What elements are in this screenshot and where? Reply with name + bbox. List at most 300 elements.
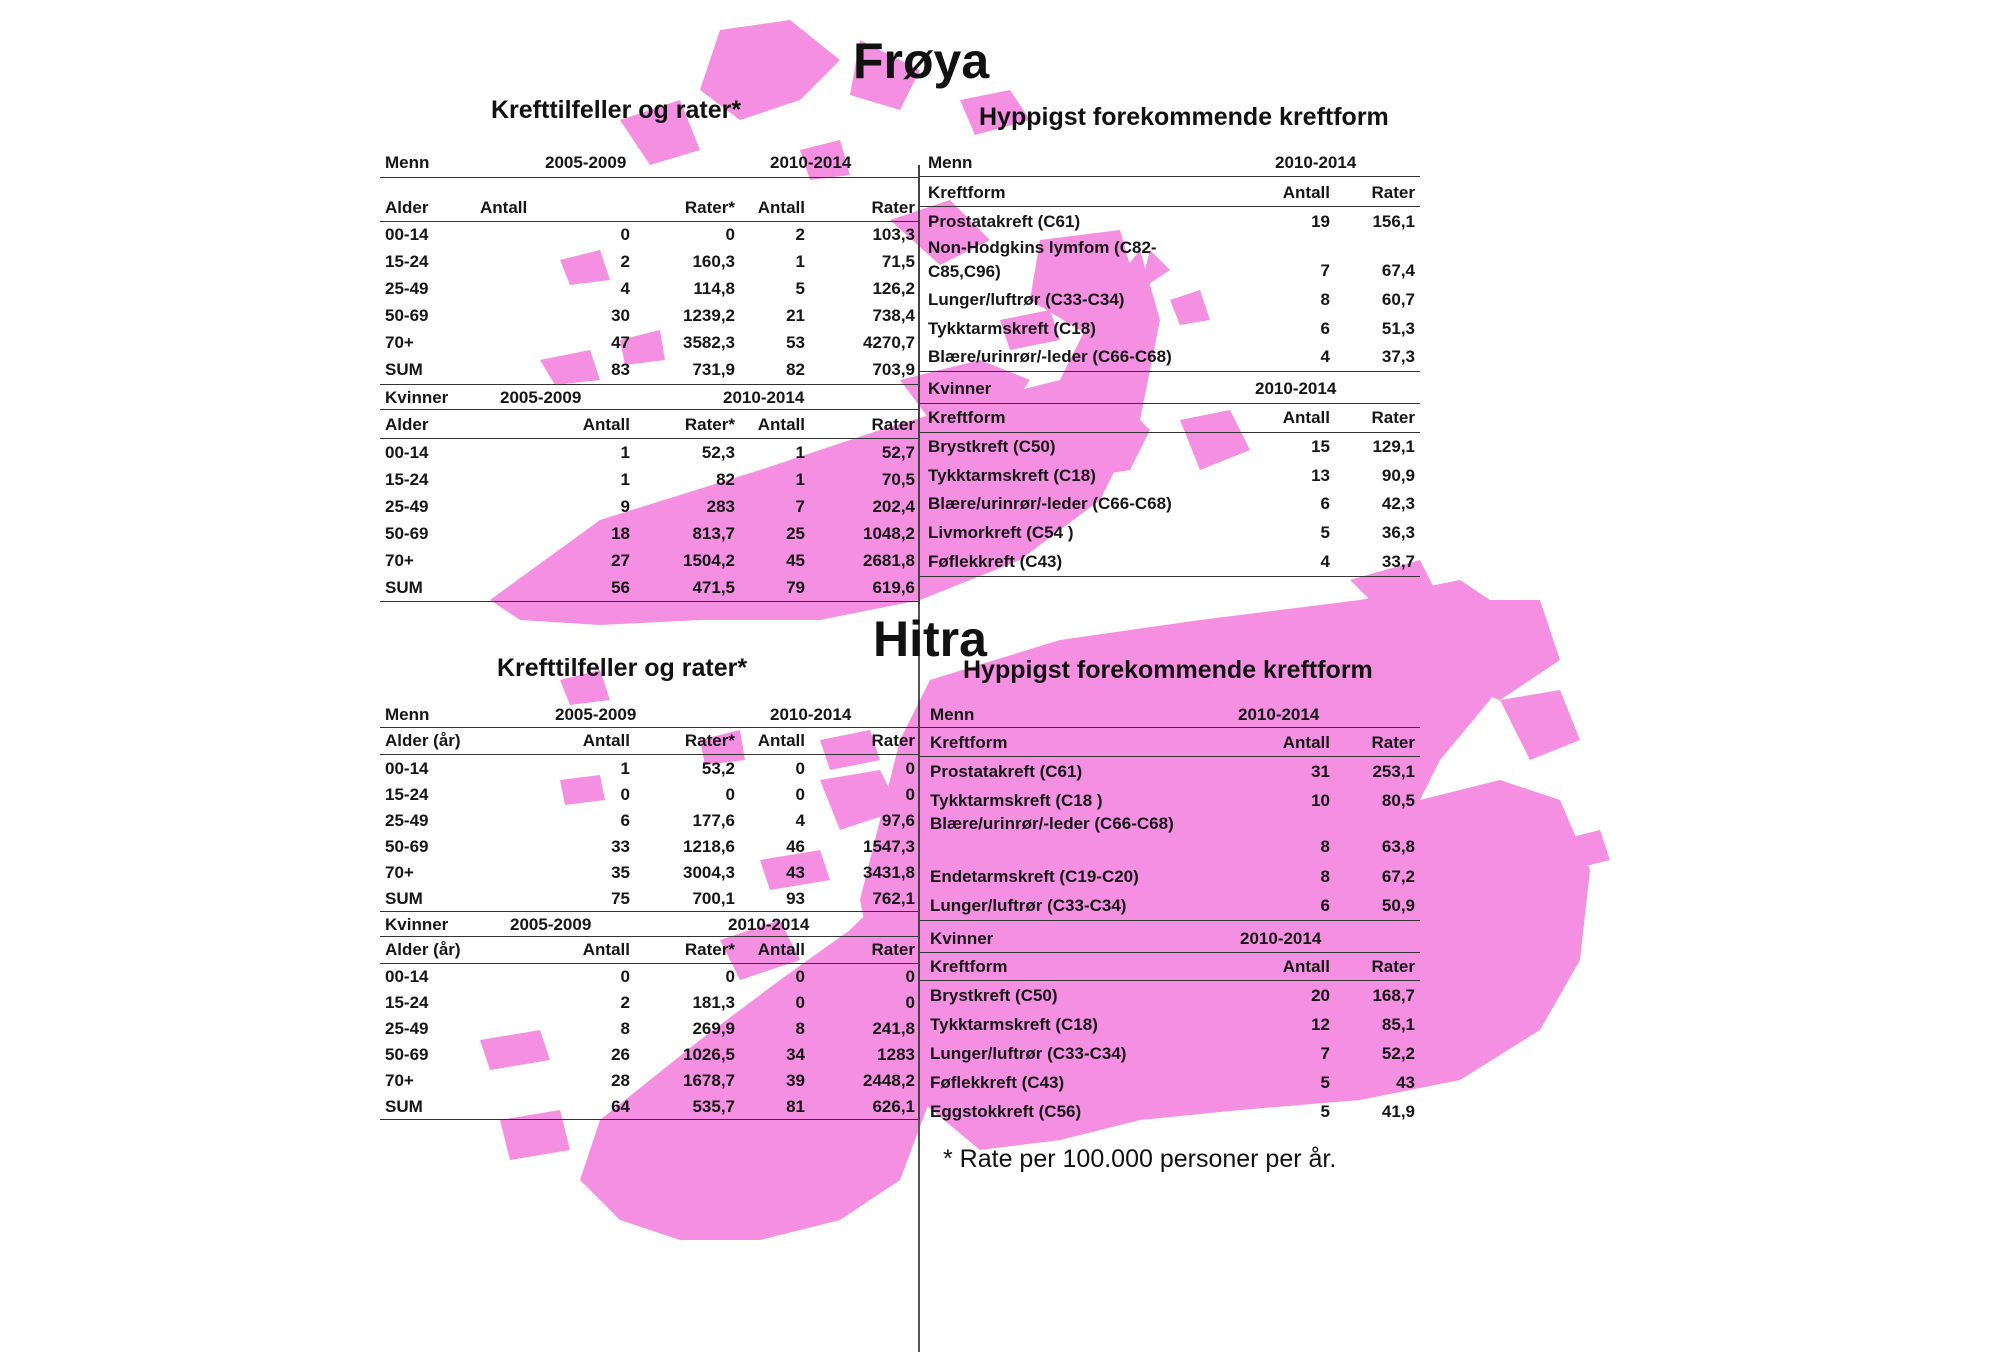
count-cell: 12: [1311, 1015, 1330, 1034]
count-cell: 1: [795, 252, 805, 271]
count-cell: 18: [611, 524, 630, 543]
rate-cell: 731,9: [692, 360, 735, 379]
count-cell: 64: [611, 1097, 630, 1116]
count-cell: 47: [611, 333, 630, 352]
rate-cell: 0: [725, 967, 735, 986]
age-cell: SUM: [385, 578, 423, 597]
group-label: Kvinner: [930, 929, 994, 948]
rate-cell: 253,1: [1372, 762, 1415, 781]
rate-cell: 813,7: [692, 524, 735, 543]
count-cell: 21: [786, 306, 805, 325]
rule: [380, 438, 920, 439]
count-cell: 19: [1311, 212, 1330, 231]
age-cell: 50-69: [385, 524, 429, 543]
age-cell: 25-49: [385, 811, 429, 830]
table-row-sum: [380, 359, 920, 381]
rule: [920, 920, 1420, 921]
cancer-type-cell: Føflekkreft (C43): [930, 1073, 1065, 1092]
table-row: [920, 866, 1425, 888]
age-cell: 70+: [385, 551, 414, 570]
count-cell: 7: [1320, 1044, 1330, 1063]
rate-cell: 114,8: [693, 279, 735, 298]
column-header: Antall: [1282, 957, 1330, 976]
table-row: [920, 1101, 1425, 1123]
count-cell: 8: [1320, 867, 1330, 886]
rate-cell: 126,2: [872, 279, 915, 298]
hitra-age-table: [380, 704, 920, 1124]
count-cell: 1: [620, 759, 630, 778]
count-cell: 82: [786, 360, 805, 379]
rate-cell: 160,3: [692, 252, 735, 271]
table-row: [920, 1043, 1425, 1065]
table-group-header: [380, 387, 920, 409]
rate-cell: 90,9: [1381, 466, 1415, 485]
count-cell: 31: [1311, 762, 1330, 781]
table-row: [920, 761, 1425, 783]
table-row: [920, 985, 1425, 1007]
age-cell: 15-24: [385, 252, 429, 271]
column-header: Antall: [582, 731, 630, 750]
rate-cell: 0: [725, 785, 735, 804]
rate-cell: 60,7: [1381, 290, 1415, 309]
rule: [380, 601, 920, 602]
cancer-type-cell: Blære/urinrør/-leder (C66-C68): [928, 347, 1172, 366]
rule: [920, 756, 1420, 757]
count-cell: 75: [611, 889, 630, 908]
age-cell: 00-14: [385, 967, 429, 986]
age-cell: 00-14: [385, 225, 429, 244]
rate-cell: 1048,2: [863, 524, 915, 543]
froya-title: Frøya: [853, 33, 990, 89]
table-row-sum: [380, 577, 920, 599]
group-label: Menn: [385, 705, 430, 724]
table-row: [380, 332, 920, 354]
rule: [920, 952, 1420, 953]
count-cell: 7: [1320, 261, 1330, 280]
period-label: 2010-2014: [1255, 379, 1337, 398]
count-cell: 8: [1320, 837, 1330, 856]
column-header: Rater*: [684, 415, 735, 434]
cancer-type-cell: Livmorkreft (C54 ): [928, 523, 1074, 542]
rule: [920, 576, 1420, 577]
table-row: [380, 758, 920, 780]
count-cell: 0: [620, 225, 630, 244]
cancer-type-cell: Eggstokkreft (C56): [930, 1102, 1082, 1121]
column-header: Antall: [1282, 733, 1330, 752]
age-cell: 00-14: [385, 759, 429, 778]
count-cell: 4: [1320, 347, 1330, 366]
group-label: Kvinner: [385, 915, 449, 934]
count-cell: 0: [795, 759, 805, 778]
rate-cell: 41,9: [1381, 1102, 1415, 1121]
cancer-type-cell: Brystkreft (C50): [930, 986, 1058, 1005]
count-cell: 25: [786, 524, 805, 543]
count-cell: 45: [786, 551, 805, 570]
table-group-header: [920, 704, 1425, 726]
count-cell: 26: [611, 1045, 630, 1064]
count-cell: 8: [620, 1019, 630, 1038]
cancer-type-cell: Lunger/luftrør (C33-C34): [930, 896, 1127, 915]
count-cell: 0: [620, 785, 630, 804]
column-header-row: [920, 732, 1425, 754]
age-cell: SUM: [385, 360, 423, 379]
rate-cell: 103,3: [872, 225, 915, 244]
cancer-type-cell: Lunger/luftrør (C33-C34): [930, 1044, 1127, 1063]
count-cell: 8: [1320, 290, 1330, 309]
cancer-type-cell: Brystkreft (C50): [928, 437, 1056, 456]
rate-cell: 52,7: [881, 443, 915, 462]
count-cell: 4: [620, 279, 630, 298]
count-cell: 53: [786, 333, 805, 352]
rule: [380, 963, 920, 964]
rate-cell: 97,6: [881, 811, 915, 830]
rate-cell: 3582,3: [683, 333, 735, 352]
group-label: Kvinner: [928, 379, 992, 398]
count-cell: 8: [795, 1019, 805, 1038]
table-row: [380, 278, 920, 300]
rate-cell: 0: [905, 967, 915, 986]
age-cell: 25-49: [385, 279, 429, 298]
age-cell: 25-49: [385, 1019, 429, 1038]
rate-cell: 181,3: [692, 993, 735, 1012]
froya-left-title: Krefttilfeller og rater*: [491, 96, 742, 124]
column-header: Rater: [1371, 733, 1415, 752]
rate-cell: 71,5: [881, 252, 915, 271]
rule: [380, 1119, 920, 1120]
table-row: [380, 1070, 920, 1092]
count-cell: 7: [795, 497, 805, 516]
hitra-title: Hitra: [873, 611, 987, 667]
period-label: 2010-2014: [1240, 929, 1322, 948]
table-row: [380, 810, 920, 832]
count-cell: 4: [795, 811, 805, 830]
rate-cell: 51,3: [1381, 319, 1415, 338]
count-cell: 27: [611, 551, 630, 570]
rate-cell: 241,8: [872, 1019, 915, 1038]
table-row: [380, 1044, 920, 1066]
column-header: Alder: [385, 415, 429, 434]
table-row-sum: [380, 1096, 920, 1118]
group-label: Kvinner: [385, 388, 449, 407]
count-cell: 2: [620, 993, 630, 1012]
rule: [920, 432, 1420, 433]
rate-cell: 2448,2: [863, 1071, 915, 1090]
rate-cell: 67,2: [1381, 867, 1415, 886]
rule: [380, 754, 920, 755]
froya-top-cancer-table: [920, 150, 1425, 580]
age-cell: 70+: [385, 863, 414, 882]
period-label: 2010-2014: [1238, 705, 1320, 724]
rate-cell: 471,5: [692, 578, 735, 597]
cancer-type-cell: Føflekkreft (C43): [928, 552, 1063, 571]
count-cell: 1: [795, 443, 805, 462]
table-row-sum: [380, 888, 920, 910]
period-label: 2010-2014: [728, 915, 810, 934]
table-row: [920, 436, 1425, 458]
rate-cell: 0: [905, 993, 915, 1012]
cancer-type-cell: Non-Hodgkins lymfom (C82-C85,C96): [928, 238, 1157, 281]
rule: [920, 403, 1420, 404]
age-cell: 50-69: [385, 1045, 429, 1064]
count-cell: 15: [1311, 437, 1330, 456]
table-group-header: [920, 378, 1425, 400]
column-header: Antall: [480, 198, 528, 217]
count-cell: 4: [1320, 552, 1330, 571]
count-cell: 79: [786, 578, 805, 597]
cancer-type-cell: Tykktarmskreft (C18 ): [930, 791, 1103, 810]
column-header: Rater*: [684, 731, 735, 750]
group-label: Menn: [930, 705, 975, 724]
column-header-row: [380, 414, 920, 436]
table-row: [920, 522, 1425, 544]
table-row: [380, 784, 920, 806]
age-cell: SUM: [385, 1097, 423, 1116]
table-row: [920, 1072, 1425, 1094]
age-cell: 15-24: [385, 785, 429, 804]
period-label: 2005-2009: [510, 915, 592, 934]
column-header: Alder: [385, 198, 429, 217]
rate-cell: 52,3: [701, 443, 735, 462]
count-cell: 56: [611, 578, 630, 597]
column-header: Rater*: [684, 940, 735, 959]
count-cell: 28: [611, 1071, 630, 1090]
table-row: [380, 469, 920, 491]
rate-cell: 42,3: [1381, 494, 1415, 513]
rate-cell: 1026,5: [683, 1045, 735, 1064]
rate-cell: 626,1: [872, 1097, 915, 1116]
column-header: Antall: [1282, 408, 1330, 427]
age-cell: 00-14: [385, 443, 429, 462]
table-row: [920, 346, 1425, 368]
rate-cell: 1547,3: [863, 837, 915, 856]
table-row: [380, 442, 920, 464]
age-cell: SUM: [385, 889, 423, 908]
age-cell: 15-24: [385, 993, 429, 1012]
rule: [380, 409, 920, 410]
table-group-header: [380, 152, 920, 174]
table-row: [920, 211, 1425, 233]
table-row: [920, 465, 1425, 487]
rate-cell: 85,1: [1381, 1015, 1415, 1034]
count-cell: 93: [786, 889, 805, 908]
period-label: 2010-2014: [770, 705, 852, 724]
period-label: 2005-2009: [555, 705, 637, 724]
group-label: Menn: [385, 153, 430, 172]
table-group-header: [380, 704, 920, 726]
age-cell: 70+: [385, 333, 414, 352]
rule: [380, 936, 920, 937]
table-row: [920, 1014, 1425, 1036]
count-cell: 6: [1320, 494, 1330, 513]
table-row: [380, 550, 920, 572]
count-cell: 9: [620, 497, 630, 516]
column-header-row: [380, 197, 920, 219]
cancer-type-cell: Blære/urinrør/-leder (C66-C68): [930, 814, 1174, 833]
rate-cell: 63,8: [1381, 837, 1415, 856]
rule: [380, 177, 920, 178]
rate-cell: 1678,7: [683, 1071, 735, 1090]
count-cell: 5: [1320, 523, 1330, 542]
column-header-row: [920, 407, 1425, 429]
rate-cell: 168,7: [1372, 986, 1415, 1005]
hitra-right-title: Hyppigst forekommende kreftform: [963, 656, 1373, 684]
hitra-top-cancer-table: [920, 704, 1425, 1134]
table-row: [920, 493, 1425, 515]
column-header: Rater: [871, 198, 915, 217]
table-row: [920, 812, 1425, 860]
count-cell: 5: [1320, 1102, 1330, 1121]
count-cell: 43: [786, 863, 805, 882]
rate-cell: 2681,8: [863, 551, 915, 570]
table-group-header: [920, 152, 1425, 174]
count-cell: 5: [795, 279, 805, 298]
rate-cell: 703,9: [872, 360, 915, 379]
column-header: Alder (år): [385, 940, 461, 959]
rate-cell: 82: [716, 470, 735, 489]
rate-footnote: * Rate per 100.000 personer per år.: [943, 1145, 1337, 1173]
column-header: Antall: [757, 731, 805, 750]
column-header: Antall: [582, 940, 630, 959]
period-label: 2010-2014: [723, 388, 805, 407]
table-row: [380, 836, 920, 858]
rate-cell: 70,5: [881, 470, 915, 489]
age-cell: 50-69: [385, 837, 429, 856]
rate-cell: 67,4: [1381, 261, 1415, 280]
count-cell: 30: [611, 306, 630, 325]
rate-cell: 0: [905, 785, 915, 804]
count-cell: 1: [620, 470, 630, 489]
rate-cell: 177,6: [692, 811, 735, 830]
column-header: Rater: [871, 940, 915, 959]
count-cell: 10: [1311, 791, 1330, 810]
count-cell: 0: [795, 993, 805, 1012]
rate-cell: 1239,2: [683, 306, 735, 325]
rule: [380, 727, 920, 728]
column-header-row: [380, 939, 920, 961]
count-cell: 83: [611, 360, 630, 379]
column-header: Alder (år): [385, 731, 461, 750]
column-header: Rater*: [684, 198, 735, 217]
rate-cell: 3004,3: [683, 863, 735, 882]
cancer-type-cell: Prostatakreft (C61): [930, 762, 1083, 781]
rule: [380, 911, 920, 912]
rate-cell: 1218,6: [683, 837, 735, 856]
rate-cell: 0: [725, 225, 735, 244]
table-group-header: [380, 914, 920, 936]
count-cell: 39: [786, 1071, 805, 1090]
count-cell: 35: [611, 863, 630, 882]
rate-cell: 36,3: [1381, 523, 1415, 542]
rate-cell: 0: [905, 759, 915, 778]
count-cell: 6: [620, 811, 630, 830]
rule: [920, 176, 1420, 177]
rate-cell: 202,4: [872, 497, 915, 516]
count-cell: 81: [786, 1097, 805, 1116]
age-cell: 25-49: [385, 497, 429, 516]
table-row: [920, 236, 1425, 284]
cancer-type-cell: Tykktarmskreft (C18): [930, 1015, 1098, 1034]
column-header: Rater: [1371, 183, 1415, 202]
column-header: Kreftform: [930, 957, 1008, 976]
rule: [380, 384, 920, 385]
count-cell: 1: [620, 443, 630, 462]
period-label: 2005-2009: [545, 153, 627, 172]
rate-cell: 53,2: [701, 759, 735, 778]
column-header: Kreftform: [928, 408, 1006, 427]
column-header: Antall: [757, 415, 805, 434]
rate-cell: 4270,7: [863, 333, 915, 352]
cancer-type-cell: Endetarmskreft (C19-C20): [930, 867, 1139, 886]
rule: [920, 727, 1420, 728]
table-row: [380, 992, 920, 1014]
table-row: [920, 318, 1425, 340]
rate-cell: 619,6: [872, 578, 915, 597]
rate-cell: 762,1: [872, 889, 915, 908]
group-label: Menn: [928, 153, 973, 172]
count-cell: 33: [611, 837, 630, 856]
count-cell: 5: [1320, 1073, 1330, 1092]
rule: [380, 221, 920, 222]
rate-cell: 80,5: [1381, 791, 1415, 810]
table-row: [920, 289, 1425, 311]
table-row: [920, 790, 1425, 812]
column-header-row: [920, 956, 1425, 978]
cancer-type-cell: Tykktarmskreft (C18): [928, 466, 1096, 485]
cancer-type-cell: Tykktarmskreft (C18): [928, 319, 1096, 338]
count-cell: 6: [1320, 896, 1330, 915]
column-header: Antall: [757, 940, 805, 959]
column-header-row: [920, 182, 1425, 204]
table-row: [380, 523, 920, 545]
table-row: [380, 966, 920, 988]
table-group-header: [920, 928, 1425, 950]
rate-cell: 269,9: [692, 1019, 735, 1038]
column-header: Antall: [582, 415, 630, 434]
count-cell: 34: [786, 1045, 805, 1064]
froya-table-divider: [918, 165, 920, 605]
column-header: Antall: [1282, 183, 1330, 202]
table-row: [380, 1018, 920, 1040]
count-cell: 46: [786, 837, 805, 856]
rate-cell: 156,1: [1372, 212, 1415, 231]
rate-cell: 50,9: [1381, 896, 1415, 915]
table-row: [920, 551, 1425, 573]
column-header: Rater: [871, 415, 915, 434]
cancer-type-cell: Prostatakreft (C61): [928, 212, 1081, 231]
rule: [920, 206, 1420, 207]
count-cell: 20: [1311, 986, 1330, 1005]
rule: [920, 980, 1420, 981]
age-cell: 70+: [385, 1071, 414, 1090]
count-cell: 6: [1320, 319, 1330, 338]
table-row: [920, 895, 1425, 917]
rate-cell: 33,7: [1381, 552, 1415, 571]
table-row: [380, 224, 920, 246]
count-cell: 0: [620, 967, 630, 986]
rate-cell: 535,7: [692, 1097, 735, 1116]
count-cell: 13: [1311, 466, 1330, 485]
hitra-table-divider: [918, 700, 920, 1120]
rate-cell: 43: [1396, 1073, 1415, 1092]
rate-cell: 3431,8: [863, 863, 915, 882]
rate-cell: 129,1: [1372, 437, 1415, 456]
rate-cell: 1504,2: [683, 551, 735, 570]
rate-cell: 700,1: [692, 889, 735, 908]
column-header-row: [380, 730, 920, 752]
rate-cell: 52,2: [1381, 1044, 1415, 1063]
period-label: 2010-2014: [1275, 153, 1357, 172]
count-cell: 2: [795, 225, 805, 244]
